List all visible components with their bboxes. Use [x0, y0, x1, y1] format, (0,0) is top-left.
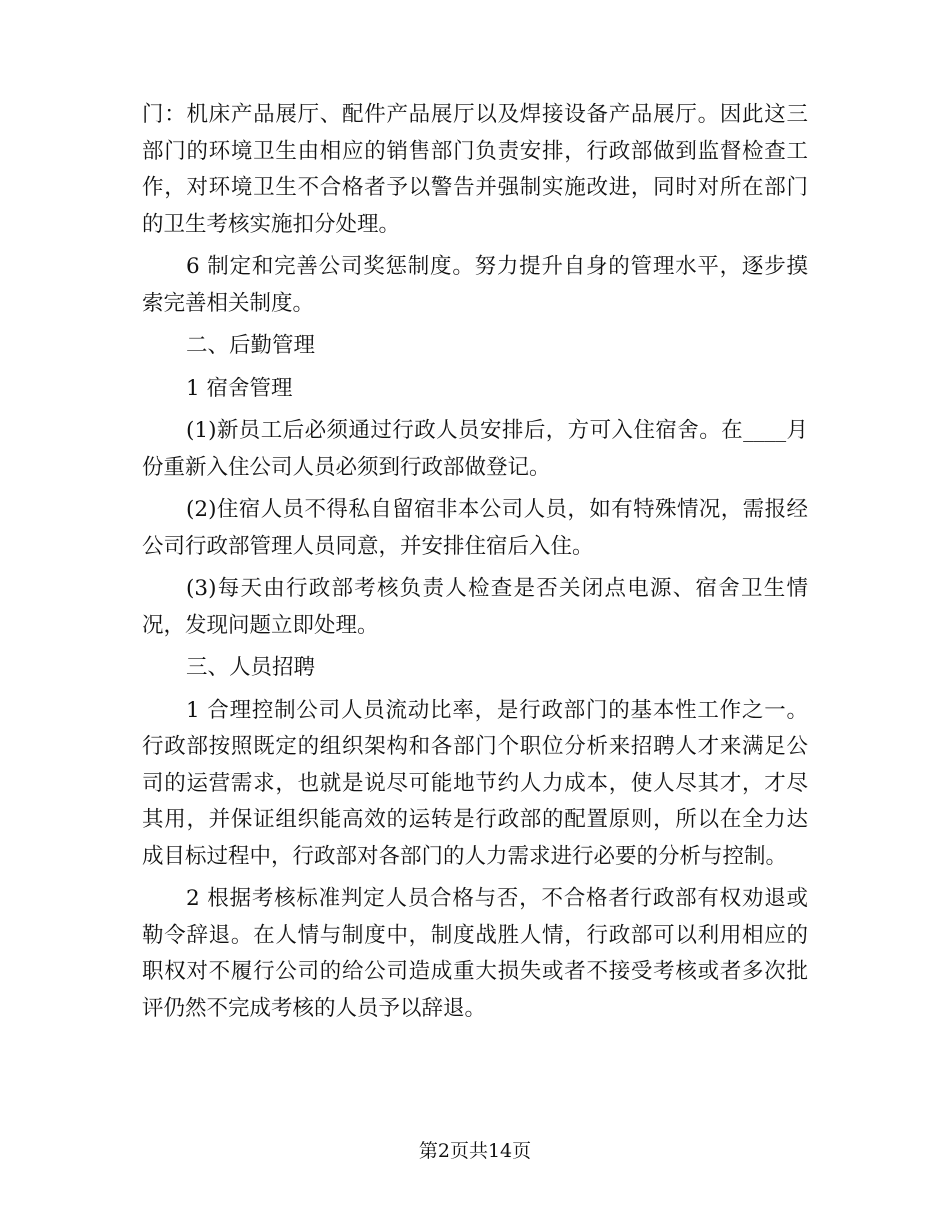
- subheading-dormitory: 1 宿舍管理: [186, 375, 293, 401]
- paragraph-recruitment-1: 1 合理控制公司人员流动比率，是行政部门的基本性工作之一。行政部按照既定的组织架构和各部门个职位分析来招聘人才来满足公司的运营需求，也就是说尽可能地节约人力成本，使人尽其才，才尽其用，并保证组织能高效的运转是行政部的配置原则，所以在全力达成目标过程中，行政部对各部门的人力需求进行必要的分析与控制。: [142, 697, 808, 869]
- paragraph-dorm-rule-3: (3)每天由行政部考核负责人检查是否关闭点电源、宿舍卫生情况，发现问题立即处理。: [142, 576, 808, 638]
- paragraph-recruitment-2: 2 根据考核标准判定人员合格与否，不合格者行政部有权劝退或勒令辞退。在人情与制度中，制度战胜人情，行政部可以利用相应的职权对不履行公司的给公司造成重大损失或者不接受考核或者多次批评仍然不完成考核的人员予以辞退。: [142, 886, 808, 1021]
- section-heading-logistics: 二、后勤管理: [186, 333, 316, 358]
- paragraph-reward-system: 6 制定和完善公司奖惩制度。努力提升自身的管理水平，逐步摸索完善相关制度。: [142, 254, 808, 316]
- paragraph-dorm-rule-2: (2)住宿人员不得私自留宿非本公司人员，如有特殊情况，需报经公司行政部管理人员同意，并安排住宿后入住。: [142, 497, 808, 559]
- paragraph-dorm-rule-1: (1)新员工后必须通过行政人员安排后，方可入住宿舍。在____月份重新入住公司人员必须到行政部做登记。: [142, 418, 808, 480]
- paragraph-continuation: 门：机床产品展厅、配件产品展厅以及焊接设备产品展厅。因此这三部门的环境卫生由相应的销售部门负责安排，行政部做到监督检查工作，对环境卫生不合格者予以警告并强制实施改进，同时对所在部门的卫生考核实施扣分处理。: [142, 102, 808, 237]
- page-number-footer: 第2页共14页: [418, 1140, 532, 1162]
- section-heading-recruitment: 三、人员招聘: [186, 655, 316, 680]
- document-body: [142, 97, 808, 1033]
